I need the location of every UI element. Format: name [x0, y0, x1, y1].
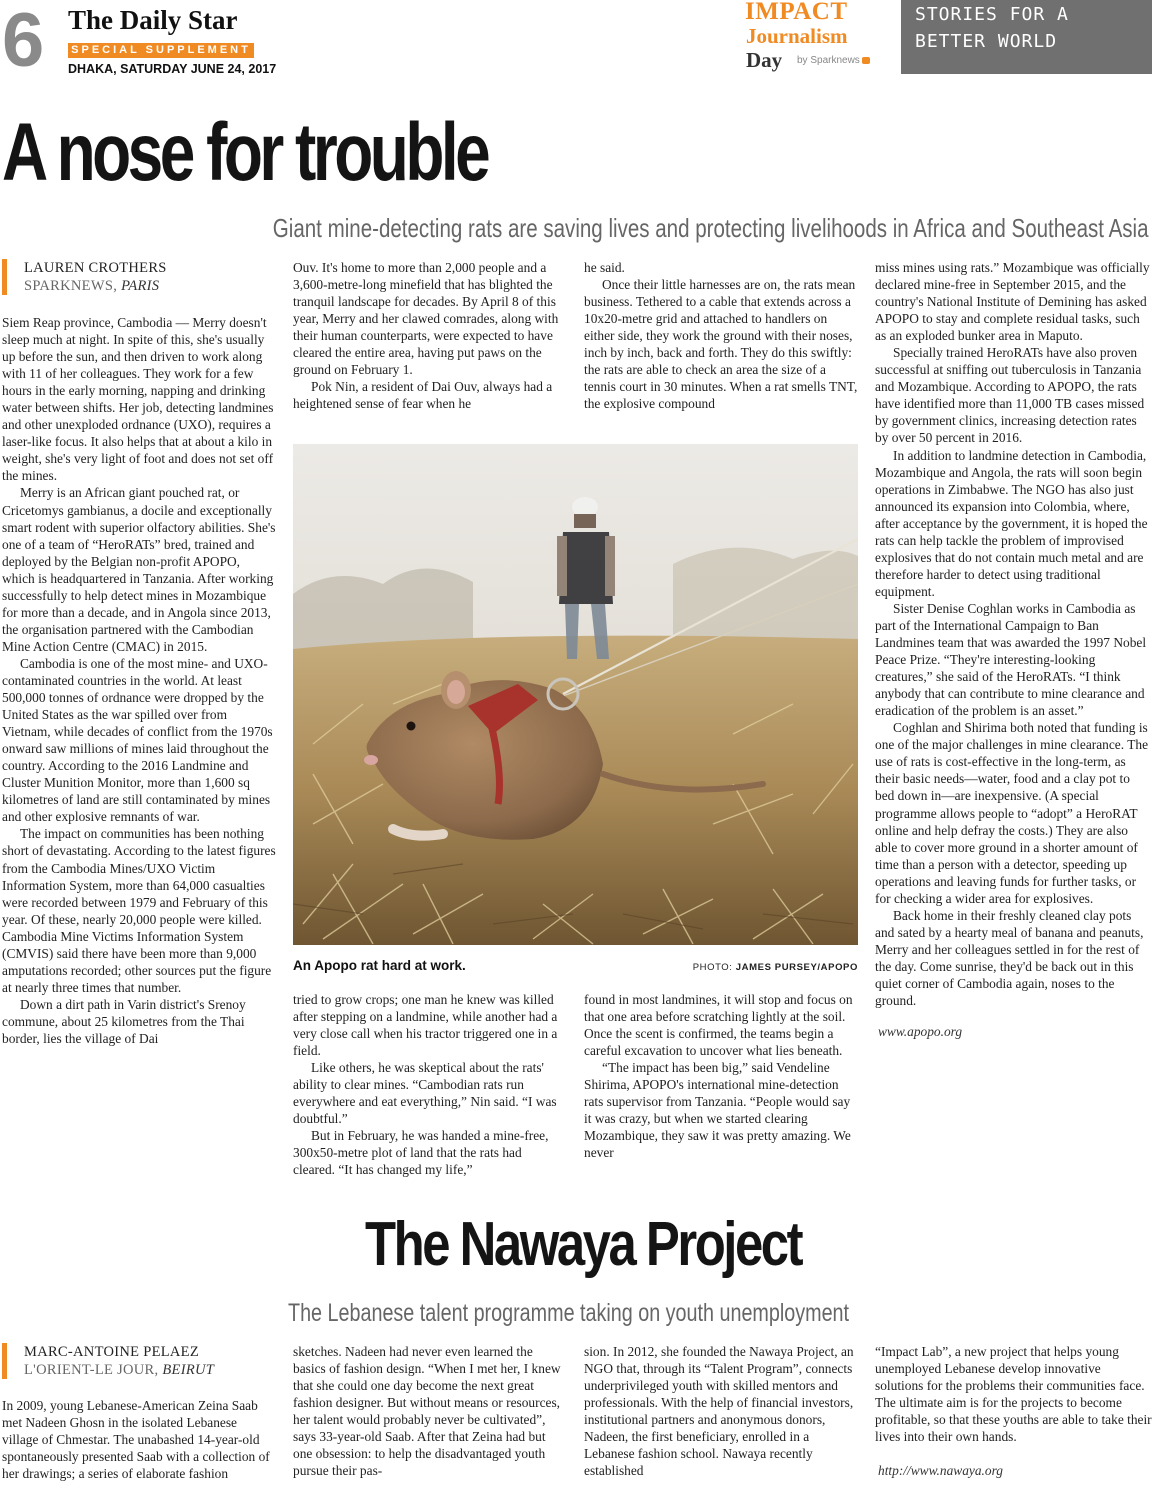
special-supplement-label: SPECIAL SUPPLEMENT — [68, 43, 254, 58]
article-column-2-bottom — [293, 991, 565, 1179]
paragraph: found in most landmines, it will stop and focus on that one area before scratching lightly at the soil. Once the scent is confirmed, the teams begin a careful excavation to uncover what lies beneath. — [584, 992, 853, 1059]
paragraph: Once their little harnesses are on, the rats mean business. Tethered to a cable that extends across a 10x20-metre grid and attached to handlers on either side, they work the ground with their noses, inch by inch, back and forth. They do this swiftly: the rats are able to check an area the size of a tennis court in 30 minutes. When a rat smells TNT, the explosive compound — [584, 277, 858, 412]
paragraph: Ouv. It's home to more than 2,000 people and a 3,600-metre-long minefield that has blighted the tranquil landscape for decades. By April 8 of this year, Merry and her clawed comrades, along with their human counterparts, were expected to have cleared the entire area, having put paws on the ground on February 1. — [293, 260, 559, 378]
page-number: 6 — [2, 0, 41, 83]
article-subheadline: Giant mine-detecting rats are saving lives and protecting livelihoods in Africa and Southeast Asia — [273, 213, 1149, 243]
article-column-1 — [2, 314, 276, 1047]
impact-logo-line2: Journalism — [746, 24, 848, 48]
byline-org-name: L'ORIENT-LE JOUR, — [24, 1362, 159, 1378]
article-photo — [293, 444, 858, 945]
article-byline — [2, 259, 167, 295]
paragraph: Back home in their freshly cleaned clay pots and sated by a hearty meal of banana and peanuts, Merry and her colleagues settled in for the rest of the day. Come sunrise, they'd be back out in this quiet corner of Cambodia again, noses to the ground. — [875, 907, 1144, 1009]
paragraph: Down a dirt path in Varin district's Srenoy commune, about 25 kilometres from the Thai border, lies the village of Dai — [2, 996, 246, 1046]
photo-credit-name: JAMES PURSEY/APOPO — [735, 962, 858, 973]
article2-headline: The Nawaya Project — [365, 1210, 802, 1279]
paragraph: sketches. Nadeen had never even learned the basics of fashion design. “When I met her, I knew that she could one day become the next great fashion designer. But without means or resources, her talent would probably never be cultivated”, says 33-year-old Saab. After that Zeina had but one obsession: to help the disadvantaged youth pursue their pas- — [293, 1344, 561, 1479]
byline-org-name: SPARKNEWS, — [24, 278, 118, 294]
paragraph: Siem Reap province, Cambodia — Merry doesn't sleep much at night. In spite of this, she's usually up before the sun, and then driven to work along with 11 of her colleagues. They work for a few hours in the early morning, napping and drinking water between shifts. Her job, detecting landmines and other unexploded ordnance (UXO), requires a laser-like focus. It also helps that at about a kilo in weight, she's very light of foot and does not set off the mines. — [2, 315, 274, 484]
paragraph: he said. — [584, 260, 625, 275]
byline-city: BEIRUT — [162, 1362, 215, 1378]
apopo-website-link[interactable]: www.apopo.org — [878, 1024, 963, 1040]
article2-subheadline: The Lebanese talent programme taking on youth unemployment — [288, 1299, 850, 1327]
article2-byline — [2, 1343, 214, 1379]
rat-photo-illustration — [293, 444, 858, 945]
byline-organization — [24, 277, 167, 295]
article-column-3-bottom — [584, 991, 858, 1161]
dateline: DHAKA, SATURDAY JUNE 24, 2017 — [68, 62, 277, 76]
article2-column-1 — [2, 1397, 276, 1482]
impact-logo-line1: IMPACT — [745, 0, 848, 25]
paragraph: Like others, he was skeptical about the rats' ability to clear mines. “Cambodian rats run everywhere and eat everything,” Nin said. “I was doubtful.” — [293, 1060, 557, 1127]
paragraph: miss mines using rats.” Mozambique was officially declared mine-free in September 2015, and the country's National Institute of Demining has asked APOPO to stay and complete residual tasks, such as an exploded bunker area in Maputo. — [875, 260, 1150, 344]
byline-city: PARIS — [121, 278, 160, 294]
article2-column-4 — [875, 1343, 1152, 1479]
paragraph: “Impact Lab”, a new project that helps young unemployed Lebanese develop innovative solutions for the problems their communities face. The ultimate aim is for the projects to become profitable, so that these youths are able to take their lives into their own hands. — [875, 1344, 1152, 1445]
article2-column-2 — [293, 1343, 565, 1479]
impact-logo-line3: Day — [746, 48, 783, 72]
article-column-4 — [875, 259, 1152, 1040]
article-column-3-top — [584, 259, 858, 412]
byline-author: LAUREN CROTHERS — [24, 260, 167, 276]
sparknews-mark-icon — [862, 57, 870, 64]
photo-credit — [660, 961, 858, 975]
paragraph: Cambodia is one of the most mine- and UXO-contaminated countries in the world. At least 500,000 tonnes of ordnance were dropped by the United States as the war spilled over from Vietnam, while decades of conflict from the 1970s onward saw millions of mines laid throughout the country. According to the 2016 Landmine and Cluster Munition Monitor, more than 1,600 sq kilometres of land are still contaminated by mines and other explosive remnants of war. — [2, 655, 273, 825]
paragraph: The impact on communities has been nothing short of devastating. According to the latest figures from the Cambodia Mines/UXO Victim Information System, more than 64,000 casualties were recorded between 1979 and February of this year. Of these, nearly 20,000 people were killed. Cambodia Mine Victims Information System (CMVIS) said there have been more than 9,000 amputations recorded; other sources put the figure at nearly three times that number. — [2, 826, 276, 995]
article-column-2-top — [293, 259, 565, 412]
paragraph: In addition to landmine detection in Cambodia, Mozambique and Angola, the rats will soon begin operations in Zimbabwe. The NGO has also just announced its expansion into Colombia, where, after acceptance by the government, it is hoped the rats can help tackle the problem of improvised explosives that do not contain much metal and are therefore harder to detect using traditional equipment. — [875, 447, 1148, 599]
impact-logo-by-text: by Sparknews — [797, 55, 860, 66]
stories-banner — [901, 0, 1152, 74]
paragraph: Sister Denise Coghlan works in Cambodia as part of the International Campaign to Ban Landmines team that was awarded the 1997 Nobel Peace Prize. “They're interesting-looking creatures,” she said of the HeroRATs. “I think anybody that can contribute to mine clearance and eradication of the problem is an asset.” — [875, 600, 1147, 719]
paragraph: “The impact has been big,” said Vendeline Shirima, APOPO's international mine-detection rats supervisor from Tanzania. “People would say it was crazy, but when we started clearing Mozambique, they saw it was pretty amazing. We never — [584, 1060, 851, 1161]
paragraph: tried to grow crops; one man he knew was killed after stepping on a landmine, while another had a very close call when his tractor triggered one in a field. — [293, 992, 558, 1059]
byline-author: MARC-ANTOINE PELAEZ — [24, 1344, 199, 1360]
nawaya-website-link[interactable]: http://www.nawaya.org — [878, 1463, 1003, 1479]
article2-column-3 — [584, 1343, 858, 1479]
photo-credit-label: PHOTO: — [692, 962, 733, 973]
byline-organization — [24, 1361, 214, 1379]
newspaper-masthead: The Daily Star — [68, 5, 238, 35]
paragraph: Pok Nin, a resident of Dai Ouv, always had a heightened sense of fear when he — [293, 379, 553, 412]
paragraph: Coghlan and Shirima both noted that funding is one of the major challenges in mine clearance. The use of rats is cost-effective in the long-term, as their basic needs—water, food and a clay pot to bed down in—are inexpensive. (A special programme allows people to “adopt” a HeroRAT online and help defray the costs.) They are also able to cover more ground in a shorter amount of time than a person with a detector, speeding up operations and leaving funds for further tasks, or for checking a wider area for explosives. — [875, 720, 1149, 906]
stories-banner-line2: BETTER WORLD — [915, 31, 1058, 52]
photo-caption: An Apopo rat hard at work. — [293, 958, 466, 973]
paragraph: Specially trained HeroRATs have also proven successful at sniffing out tuberculosis in Tanzania and Mozambique. According to APOPO, the rats have identified more than 11,000 TB cases missed by government clinics, increasing detection rates by over 50 percent in 2016. — [875, 345, 1145, 446]
impact-logo-by — [797, 55, 870, 66]
paragraph: sion. In 2012, she founded the Nawaya Project, an NGO that, through its “Talent Program”, connects underprivileged youth with skilled mentors and professionals. With the help of financial investors, institutional partners and anonymous donors, Nadeen, the first beneficiary, enrolled in a Lebanese fashion school. Nawaya recently established — [584, 1344, 854, 1479]
paragraph: Merry is an African giant pouched rat, or Cricetomys gambianus, a docile and exceptionally smart rodent with superior olfactory abilities. She's one of a team of “HeroRATs” bred, trained and deployed by the Belgian non-profit APOPO, which is headquartered in Tanzania. After working successfully to help detect mines in Mozambique for more than a decade, and in Angola since 2013, the organisation partnered with the Cambodian Mine Action Centre (CMAC) in 2015. — [2, 485, 276, 654]
article-headline: A nose for trouble — [2, 107, 488, 198]
stories-banner-line1: STORIES FOR A — [915, 4, 1069, 25]
impact-journalism-day-logo — [745, 0, 885, 72]
paragraph: But in February, he was handed a mine-free, 300x50-metre plot of land that the rats had cleared. “It has changed my life,” — [293, 1128, 549, 1178]
paragraph: In 2009, young Lebanese-American Zeina Saab met Nadeen Ghosn in the isolated Lebanese village of Chmestar. The unabashed 14-year-old spontaneously presented Saab with a collection of her drawings; a series of elaborate fashion — [2, 1398, 270, 1482]
